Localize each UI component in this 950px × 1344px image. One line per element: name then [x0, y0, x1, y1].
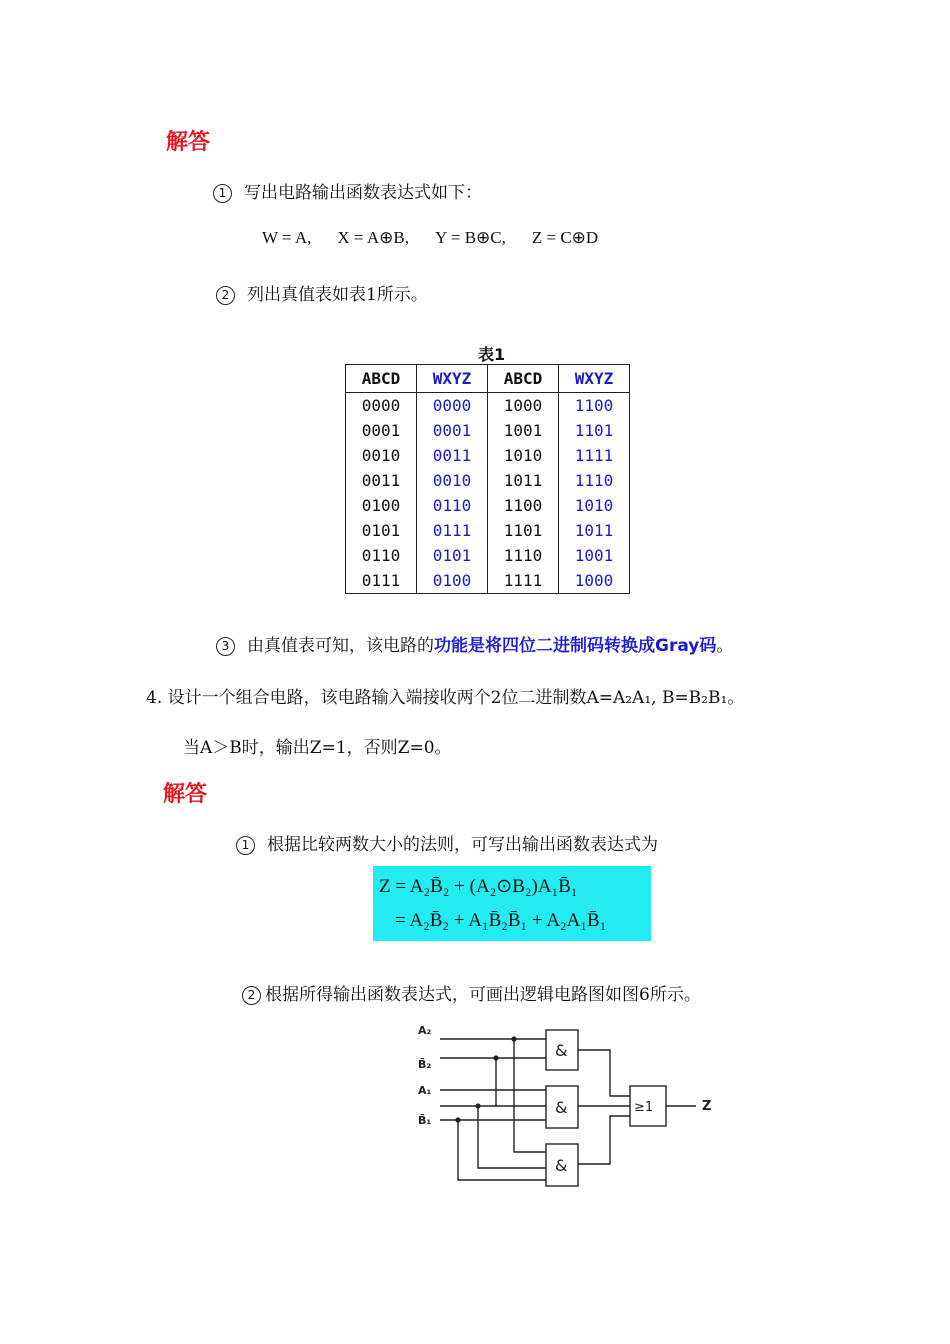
step-number: 1	[236, 836, 255, 855]
input-label-a2: A₂	[418, 1024, 432, 1037]
input-label-b2: B̄₂	[418, 1058, 432, 1071]
header-wxyz: WXYZ	[559, 365, 630, 393]
cell-output: 1111	[559, 443, 630, 468]
step-2	[216, 280, 428, 305]
step-number: 2	[242, 986, 261, 1005]
junction-dot	[511, 1036, 516, 1041]
equation-w: W = A,	[262, 228, 312, 247]
truth-table	[345, 364, 630, 594]
cell-output: 0111	[417, 518, 488, 543]
formula-box	[373, 866, 651, 941]
cell-output: 0010	[417, 468, 488, 493]
cell-output: 1001	[559, 543, 630, 568]
cell-input: 1010	[488, 443, 559, 468]
header-abcd: ABCD	[346, 365, 417, 393]
cell-input: 0010	[346, 443, 417, 468]
cell-input: 0001	[346, 418, 417, 443]
table-row	[346, 443, 630, 468]
header-wxyz: WXYZ	[417, 365, 488, 393]
cell-output: 0110	[417, 493, 488, 518]
step-text: 根据比较两数大小的法则，可写出输出函数表达式为	[267, 835, 658, 855]
step-1	[213, 178, 482, 203]
header-abcd: ABCD	[488, 365, 559, 393]
cell-input: 0100	[346, 493, 417, 518]
table-row	[346, 418, 630, 443]
wire-a1-to-gate3	[478, 1106, 546, 1168]
cell-output: 1101	[559, 418, 630, 443]
formula-line-2: = A₂B̄₂ + A₁B̄₂B̄₁ + A₂A₁B̄₁	[395, 910, 607, 931]
junction-dot	[493, 1055, 498, 1060]
wire-gate1-out	[578, 1050, 630, 1096]
step-text: 根据所得输出函数表达式，可画出逻辑电路图如图6所示。	[265, 985, 701, 1005]
problem-4-line-2: 当A＞B时，输出Z=1，否则Z=0。	[183, 738, 452, 758]
step-text: 写出电路输出函数表达式如下：	[244, 183, 482, 203]
highlight-conclusion: 功能是将四位二进制码转换成Gray码	[434, 636, 717, 656]
step-number: 3	[216, 637, 235, 656]
equation-x: X = A⊕B,	[337, 228, 409, 247]
and-gate-1-label: &	[555, 1041, 568, 1060]
cell-input: 1110	[488, 543, 559, 568]
cell-input: 1100	[488, 493, 559, 518]
cell-output: 0101	[417, 543, 488, 568]
output-label-z: Z	[702, 1099, 712, 1114]
cell-input: 1011	[488, 468, 559, 493]
input-label-a1: A₁	[418, 1084, 432, 1097]
cell-input: 1111	[488, 568, 559, 594]
step-3	[216, 631, 733, 656]
equation-y: Y = B⊕C,	[434, 228, 506, 247]
logic-circuit-diagram	[410, 1018, 730, 1193]
step-text: 由真值表可知，该电路的	[247, 636, 434, 656]
step-text-end: 。	[716, 636, 734, 656]
wire-gate3-out	[578, 1116, 630, 1164]
table-row	[346, 568, 630, 594]
formula-line-1: Z = A₂B̄₂ + (A₂⊙B₂)A₁B̄₁	[379, 876, 578, 897]
cell-output: 0011	[417, 443, 488, 468]
step-text: 列出真值表如表1所示。	[247, 285, 428, 305]
cell-input: 1001	[488, 418, 559, 443]
input-label-b1: B̄₁	[418, 1114, 432, 1127]
cell-input: 0111	[346, 568, 417, 594]
table-row	[346, 493, 630, 518]
cell-input: 0101	[346, 518, 417, 543]
cell-output: 1011	[559, 518, 630, 543]
and-gate-3-label: &	[555, 1156, 568, 1175]
cell-output: 1000	[559, 568, 630, 594]
cell-input: 1101	[488, 518, 559, 543]
cell-output: 0001	[417, 418, 488, 443]
cell-input: 0110	[346, 543, 417, 568]
table-row	[346, 543, 630, 568]
equations-line	[262, 228, 624, 248]
cell-output: 1100	[559, 393, 630, 419]
junction-dot	[455, 1117, 460, 1122]
step-number: 2	[216, 286, 235, 305]
table-row	[346, 518, 630, 543]
step-2b	[242, 980, 701, 1005]
cell-output: 0000	[417, 393, 488, 419]
table-row	[346, 468, 630, 493]
cell-output: 1010	[559, 493, 630, 518]
step-1b	[236, 830, 658, 855]
wire-a2-to-gate3	[514, 1039, 546, 1152]
table-title: 表1	[478, 345, 506, 364]
cell-input: 1000	[488, 393, 559, 419]
junction-dot	[475, 1103, 480, 1108]
table-row	[346, 393, 630, 419]
table-header-row	[346, 365, 630, 393]
and-gate-2-label: &	[555, 1098, 568, 1117]
cell-input: 0000	[346, 393, 417, 419]
equation-z: Z = C⊕D	[531, 228, 599, 247]
answer-heading-2: 解答	[163, 782, 208, 807]
cell-input: 0011	[346, 468, 417, 493]
problem-4-line-1: 4. 设计一个组合电路，该电路输入端接收两个2位二进制数A=A₂A₁, B=B₂B₁。	[146, 688, 745, 708]
cell-output: 1110	[559, 468, 630, 493]
wire-b1-to-gate3	[458, 1120, 546, 1180]
answer-heading-1: 解答	[166, 130, 211, 155]
cell-output: 0100	[417, 568, 488, 594]
or-gate-label: ≥1	[634, 1100, 654, 1115]
step-number: 1	[213, 184, 232, 203]
